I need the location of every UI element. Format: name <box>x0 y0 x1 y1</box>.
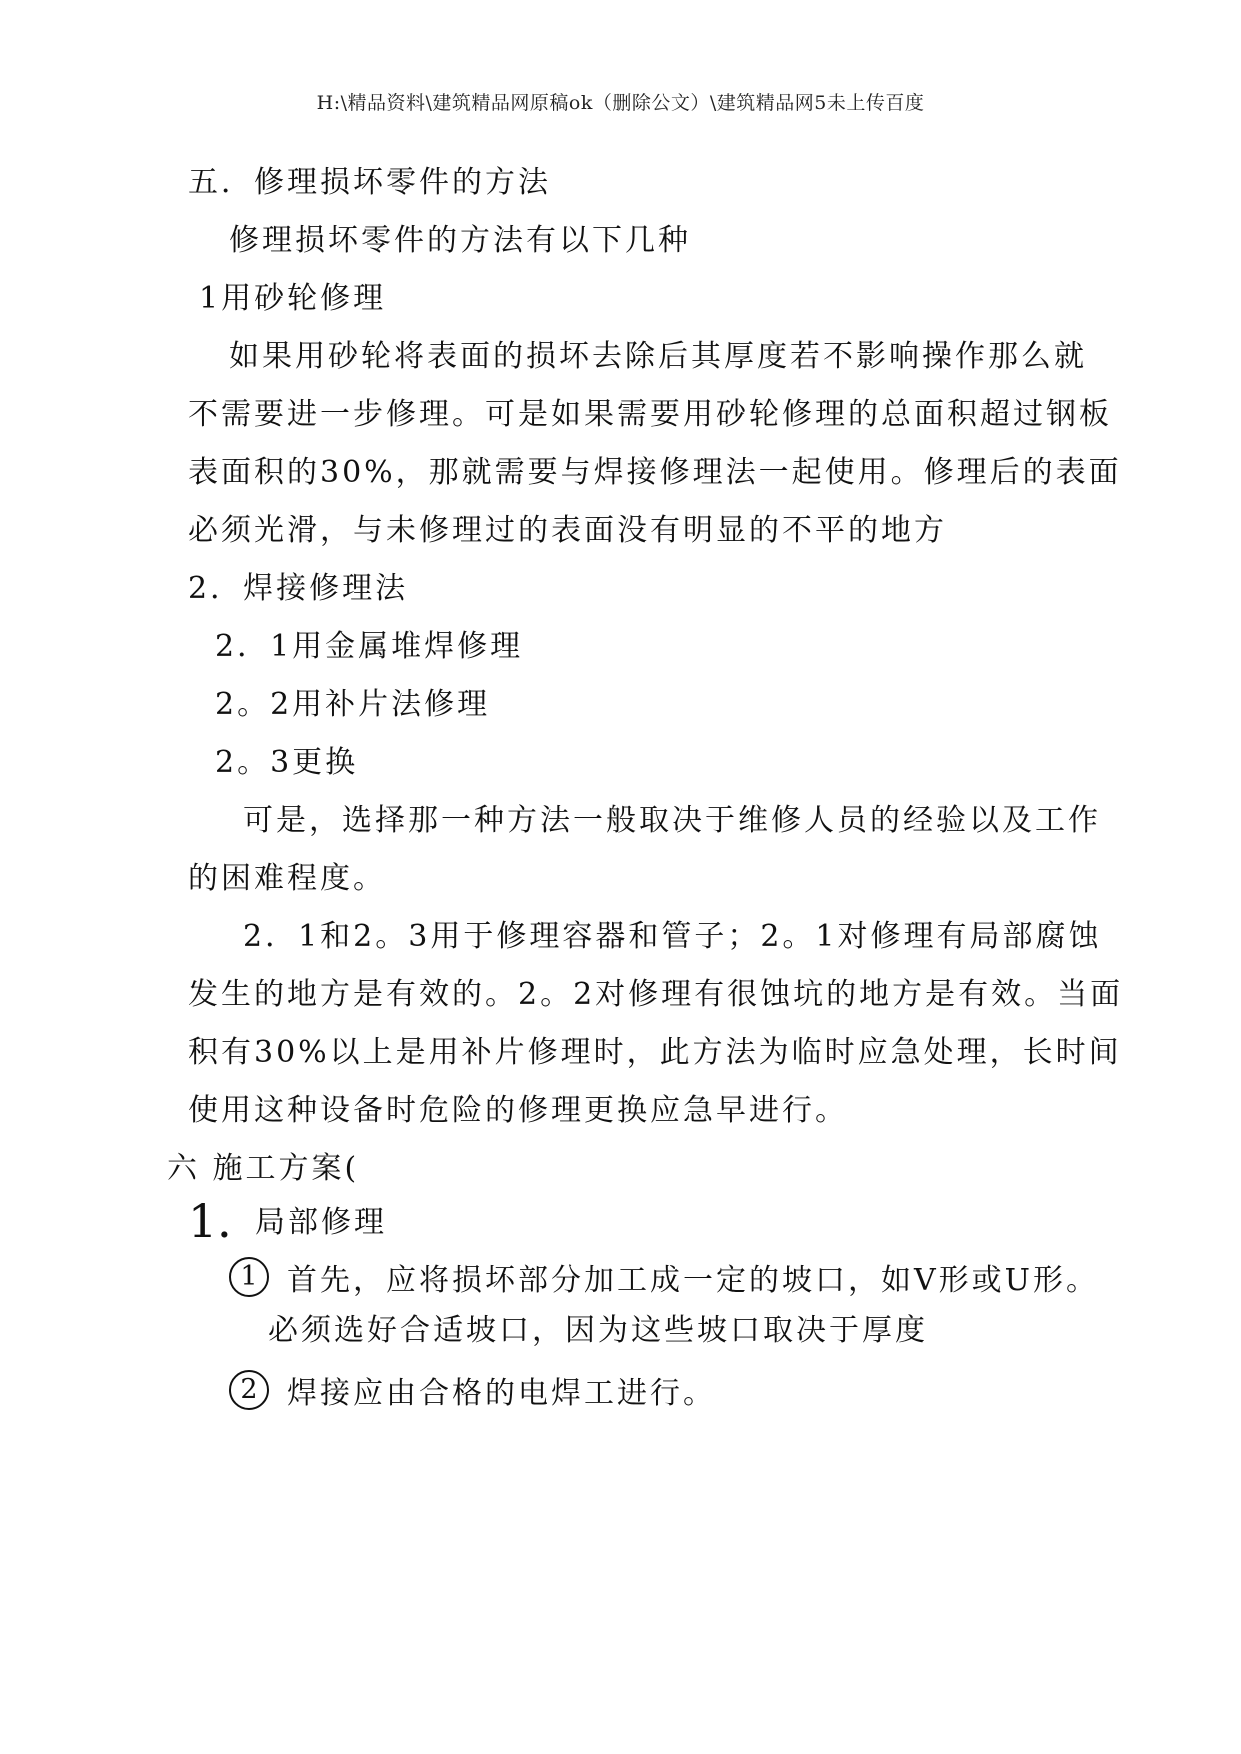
method-1-text-line: 表面积的30%，那就需要与焊接修理法一起使用。修理后的表面 <box>188 455 1122 490</box>
step-2-text-line: 焊接应由合格的电焊工进行。 <box>287 1376 716 1411</box>
choice-paragraph-line: 可是，选择那一种方法一般取决于维修人员的经验以及工作 <box>243 803 1101 838</box>
usage-paragraph-line: 使用这种设备时危险的修理更换应急早进行。 <box>188 1093 848 1128</box>
usage-paragraph-line: 发生的地方是有效的。2。2对修理有很蚀坑的地方是有效。当面 <box>188 977 1124 1012</box>
usage-paragraph-line: 积有30%以上是用补片修理时，此方法为临时应急处理，长时间 <box>188 1035 1122 1070</box>
method-2-1-heading: 2．1用金属堆焊修理 <box>215 629 524 664</box>
section-6-heading: 六 施工方案( <box>167 1151 360 1186</box>
method-2-2-heading: 2。2用补片法修理 <box>215 687 491 722</box>
file-path-header: H:\精品资料\建筑精品网原稿ok（删除公文）\建筑精品网5未上传百度 <box>316 92 925 114</box>
step-1-text-line: 首先，应将损坏部分加工成一定的坡口，如V形或U形。 <box>287 1263 1099 1298</box>
section-5-intro: 修理损坏零件的方法有以下几种 <box>229 223 691 258</box>
method-2-3-heading: 2。3更换 <box>215 745 359 780</box>
usage-paragraph-line: 2．1和2。3用于修理容器和管子；2。1对修理有局部腐蚀 <box>243 919 1102 954</box>
plan-item-1-title: 局部修理 <box>255 1205 387 1240</box>
step-1-text-line: 必须选好合适坡口，因为这些坡口取决于厚度 <box>268 1313 928 1348</box>
step-2-circled-number: 2 <box>229 1370 269 1410</box>
step-1-circled-number: 1 <box>229 1257 269 1297</box>
method-1-text-line: 必须光滑，与未修理过的表面没有明显的不平的地方 <box>188 513 947 548</box>
method-2-heading: 2．焊接修理法 <box>188 571 409 606</box>
method-1-text-line: 如果用砂轮将表面的损坏去除后其厚度若不影响操作那么就 <box>229 339 1087 374</box>
plan-item-1-number: 1． <box>188 1194 264 1248</box>
method-1-text-line: 不需要进一步修理。可是如果需要用砂轮修理的总面积超过钢板 <box>188 397 1112 432</box>
section-5-heading: 五．修理损坏零件的方法 <box>188 165 551 200</box>
choice-paragraph-line: 的困难程度。 <box>188 861 386 896</box>
method-1-heading: 1用砂轮修理 <box>199 281 387 316</box>
